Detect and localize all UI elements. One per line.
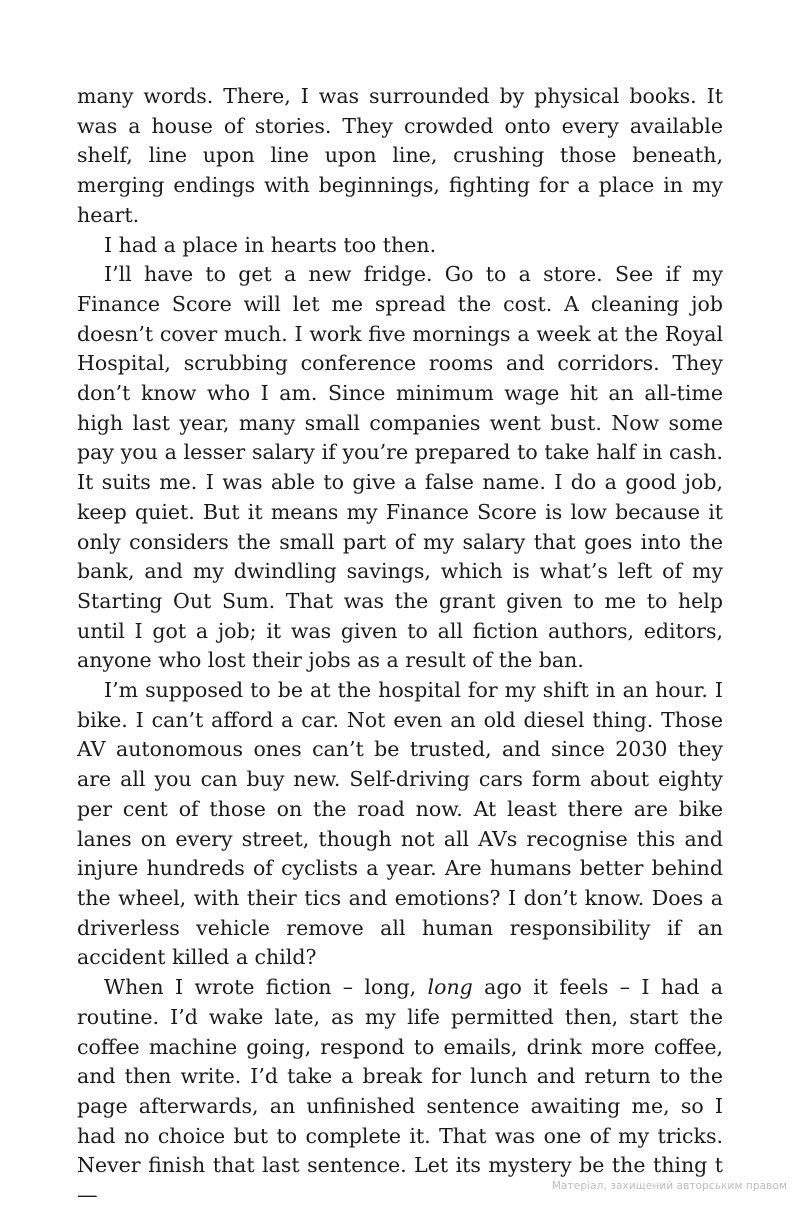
paragraph-5-end: ago it feels – I had a routine. I’d wake late, as my life permitted then, start the coffee machine going, respond to emails, drink more coffee, and then write. I’d take a break for lunch and return to the page afterwards, an unfinished sentence awaiting me, so I had no choice but to complete it. That was one of my tricks. Never finish that last sentence. Let its mystery be the thing t—	[77, 975, 723, 1208]
paragraph-5-start: When I wrote fiction – long,	[104, 975, 428, 1000]
paragraph-1: many words. There, I was surrounded by physical books. It was a house of stories. They crowded onto every available shelf, line upon line upon line, crushing those beneath, merging endings with beginnings, fighting for a place in my heart.	[77, 84, 723, 227]
page-body	[77, 82, 723, 1211]
paragraph-2: I had a place in hearts too then.	[104, 232, 437, 257]
paragraph-5-italic: long	[427, 975, 473, 1000]
paragraph-4: I’m supposed to be at the hospital for my shift in an hour. I bike. I can’t afford a car. Not even an old diesel thing. Those AV autonomous ones can’t be trusted, and since 2030 they are all you can buy new. Self-driving cars form about eighty per cent of those on the road now. At least there are bike lanes on every street, though not all AVs recognise this and injure hundreds of cyclists a year. Are humans better behind the wheel, with their tics and emotions? I don’t know. Does a driverless vehicle remove all human responsibility if an accident killed a child?	[77, 678, 723, 970]
paragraph-5	[77, 973, 723, 1211]
paragraph-3: I’ll have to get a new fridge. Go to a store. See if my Finance Score will let me spread the cost. A cleaning job doesn’t cover much. I work five mornings a week at the Royal Hospital, scrubbing conference rooms and corridors. They don’t know who I am. Since minimum wage hit an all-time high last year, many small companies went bust. Now some pay you a lesser salary if you’re prepared to take half in cash. It suits me. I was able to give a false name. I do a good job, keep quiet. But it means my Finance Score is low because it only considers the small part of my salary that goes into the bank, and my dwindling savings, which is what’s left of my Starting Out Sum. That was the grant given to me to help until I got a job; it was given to all fiction authors, editors, anyone who lost their jobs as a result of the ban.	[77, 262, 723, 673]
copyright-watermark: Матеріал, захищений авторським правом	[551, 1180, 787, 1192]
